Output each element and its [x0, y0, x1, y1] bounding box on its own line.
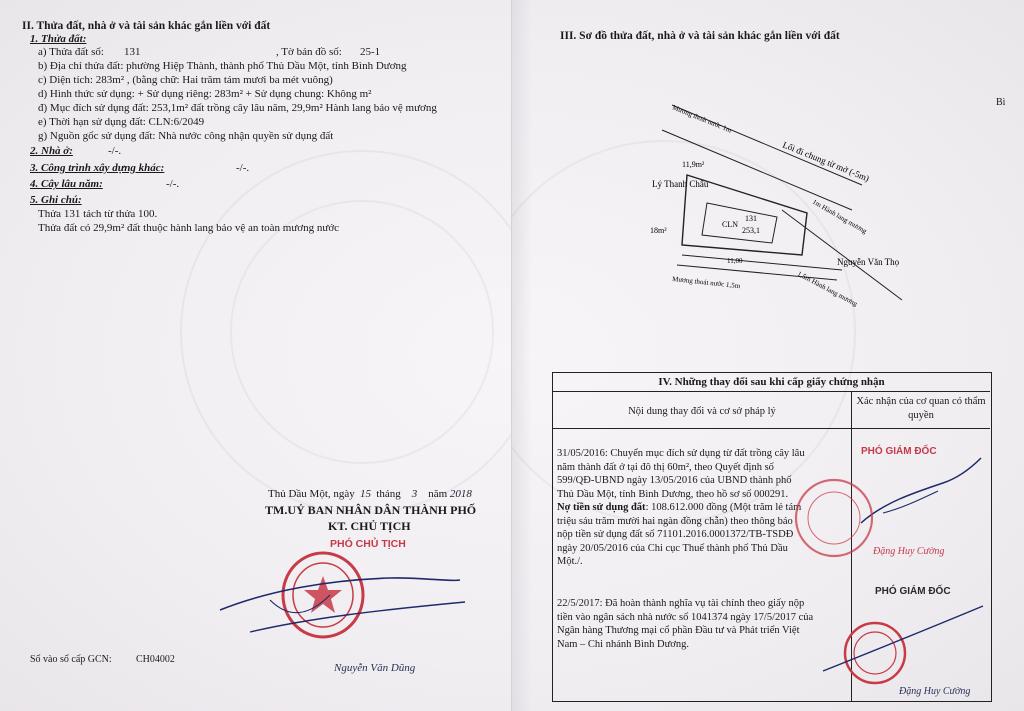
- watermark-ring: [230, 200, 494, 464]
- other-value: -/-.: [236, 162, 250, 174]
- map-sheet-label: , Tờ bản đồ số:: [276, 46, 342, 58]
- map-parcel-area: 253,1: [742, 226, 760, 235]
- changes-title: IV. Những thay đổi sau khi cấp giấy chứng nhận: [658, 376, 885, 388]
- map-section-title: III. Sơ đồ thửa đất, nhà ở và tài sản khác gắn liền với đất: [560, 30, 840, 42]
- col-confirm-header: Xác nhận của cơ quan có thẩm quyền: [856, 396, 986, 421]
- entry-2: 22/5/2017: Đã hoàn thành nghĩa vụ tài chính theo giấy nộp tiền vào ngân sách nhà nước số 1041374 ngày 17/5/2017 của Ngân hàng Thương mại cổ phần Đầu tư và Phát triển Việt Nam – Chi nhánh Bình Dương.: [557, 598, 814, 650]
- registry-label: Số vào sổ cấp GCN:: [30, 654, 112, 665]
- term: e) Thời hạn sử dụng đất: CLN:6/2049: [38, 116, 205, 128]
- address: b) Địa chỉ thửa đất: phường Hiệp Thành, thành phố Thủ Dầu Một, tỉnh Bình Dương: [38, 60, 407, 72]
- origin: g) Nguồn gốc sử dụng đất: Nhà nước công nhận quyền sử dụng đất: [38, 130, 334, 142]
- note-2: Thửa đất có 29,9m² đất thuộc hành lang bảo vệ an toàn mương nước: [38, 222, 340, 234]
- registry-no: CH04002: [136, 654, 175, 665]
- stamp-signer-2: Đặng Huy Cường: [899, 686, 971, 697]
- trees-value: -/-.: [166, 178, 180, 190]
- red-seal-2-icon: [813, 591, 989, 687]
- signature-icon: [210, 560, 470, 640]
- map-dim-bottom: 11,00: [727, 257, 743, 265]
- stamp-signer-1: Đặng Huy Cường: [873, 546, 945, 557]
- changes-table: [552, 372, 992, 702]
- map-ditch-top: Mương thoát nước 1m: [671, 103, 733, 135]
- date-line: Thủ Dầu Một, ngày 15 tháng 3 năm 2018: [268, 488, 472, 500]
- usage-form: d) Hình thức sử dụng: + Sử dụng riêng: 283m² + Sử dụng chung: Không m²: [38, 88, 372, 100]
- area: c) Diện tích: 283m² , (bằng chữ: Hai trăm tám mươi ba mét vuông): [38, 74, 333, 86]
- map-parcel-code: CLN: [722, 220, 738, 229]
- chair: KT. CHỦ TỊCH: [328, 519, 411, 533]
- map-sheet: 25-1: [360, 46, 381, 58]
- map-road-label: Lối đi chung từ mở (-5m): [781, 139, 871, 184]
- entry-1: 31/05/2016: Chuyển mục đích sử dụng từ đất trồng cây lâu năm thành đất ở tại đô thị 60m², theo Quyết định số 599/QĐ-UBND ngày 13/05/2016 của UBND thành phố Thủ Dầu Một, tỉnh Bình Dương, theo hồ sơ số 000291. Nợ tiền sử dụng đất: 108.612.000 đồng (Một trăm lẻ tám triệu sáu trăm mười hai ngàn đồng chẵn) theo thông báo nộp tiền sử dụng đất số 71101.2016.0001372/TB-TSDĐ ngày 20/05/2016 của Chi cục Thuế thành phố Thủ Dầu Một./.: [557, 448, 805, 567]
- parcel-no: 131: [124, 46, 141, 58]
- stamp-title-1: PHÓ GIÁM ĐỐC: [861, 446, 937, 457]
- map-owner-left: Lý Thanh Châu: [652, 179, 709, 189]
- col-content-header: Nội dung thay đổi và cơ sở pháp lý: [628, 406, 776, 417]
- map-parcel-no: 131: [745, 214, 757, 223]
- trees-heading: 4. Cây lâu năm:: [30, 178, 103, 190]
- signer-name: Nguyễn Văn Dũng: [334, 662, 416, 674]
- map-ditch-bottom: Mương thoát nước 1,5m: [671, 275, 741, 291]
- stamp-title-2: PHÓ GIÁM ĐỐC: [875, 586, 951, 597]
- other-heading: 3. Công trình xây dựng khác:: [30, 162, 165, 174]
- parcel-map: [632, 95, 962, 310]
- authority: TM.UỶ BAN NHÂN DÂN THÀNH PHỐ: [265, 503, 477, 517]
- house-heading: 2. Nhà ở:: [30, 145, 73, 157]
- map-dim-top: 11,9m²: [682, 160, 705, 169]
- map-corridor-bottom: 1,5m Hành lang mương: [796, 269, 859, 309]
- house-value: -/-.: [108, 145, 122, 157]
- section-title: II. Thửa đất, nhà ở và tài sản khác gắn liền với đất: [22, 20, 271, 32]
- purpose: đ) Mục đích sử dụng đất: 253,1m² đất trồng cây lâu năm, 29,9m² Hành lang bảo vệ mương: [38, 102, 437, 114]
- right-page: [512, 0, 1024, 711]
- vice-chair: PHÓ CHỦ TỊCH: [330, 538, 406, 550]
- map-corridor: 1m Hành lang mương: [811, 197, 869, 236]
- map-dim-left: 18m²: [650, 226, 667, 235]
- notes-heading: 5. Ghi chú:: [30, 194, 82, 206]
- page-mark: Bì: [996, 97, 1006, 108]
- note-1: Thửa 131 tách từ thửa 100.: [38, 208, 158, 220]
- map-owner-right: Nguyễn Văn Thọ: [837, 257, 900, 267]
- parcel-no-label: a) Thửa đất số:: [38, 46, 104, 58]
- land-heading: 1. Thửa đất:: [30, 33, 87, 45]
- red-seal-overlay-icon: [789, 473, 879, 563]
